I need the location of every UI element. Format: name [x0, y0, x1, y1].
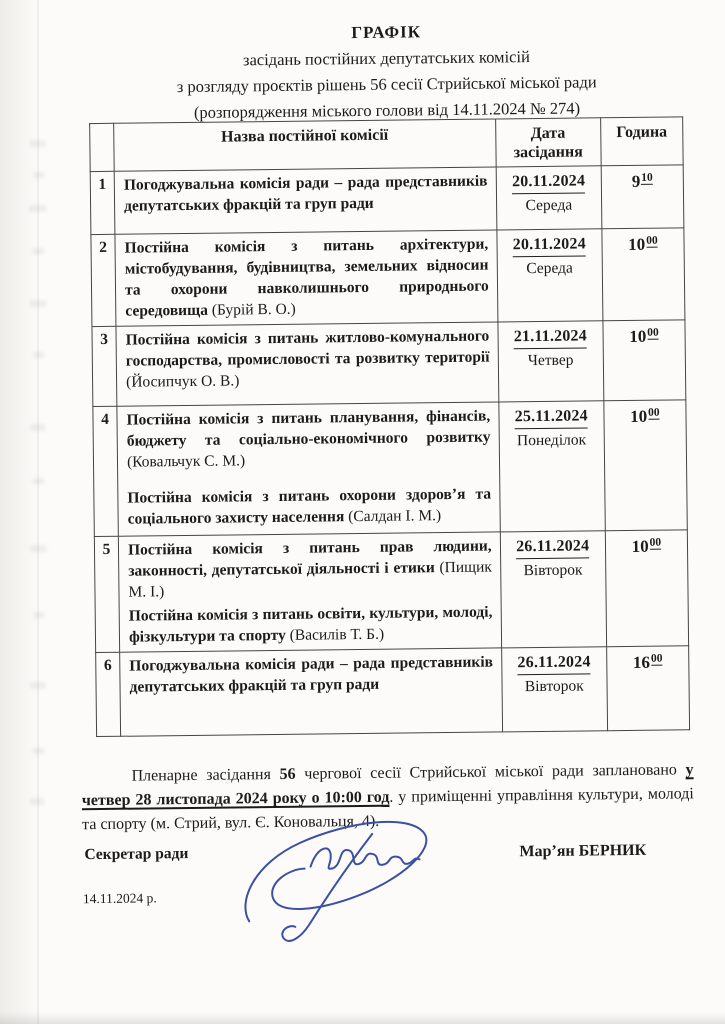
- commission-title-text: Постійна комісія з питань освіти, культури, молоді, фізкультури та спорту: [128, 603, 493, 646]
- meeting-time-cell: [602, 228, 685, 321]
- document-subtitle-2: з розгляду проєктів рішень 56 сесії Стрийської міської ради: [176, 72, 597, 97]
- meeting-time-cell: [603, 320, 686, 401]
- meeting-hour: 10: [629, 326, 647, 346]
- commission-name-cell: [116, 322, 499, 406]
- plenary-text-segment: . у приміщенні управління культури, молоді та спорту (м. Стрий, вул. Є. Коновальця, 4).: [82, 785, 694, 834]
- document-title: ГРАФІК: [351, 22, 422, 43]
- commission-title-text: Постійна комісія з питань планування, фінансів, бюджету та соціально-економічного розвитку: [126, 407, 491, 450]
- meeting-minutes: 10: [641, 171, 653, 184]
- table-row: [91, 228, 685, 327]
- meeting-day: Середа: [526, 259, 573, 278]
- meeting-date-text: 20.11.2024: [513, 234, 586, 257]
- schedule-table: [89, 116, 690, 737]
- meeting-time-cell: [605, 530, 688, 647]
- meeting-date-cell: [501, 647, 607, 732]
- header-meeting-date: Дата засідання: [495, 118, 601, 167]
- secretary-name: Мар’ян БЕРНИК: [519, 841, 647, 861]
- commission-name-cell: [114, 167, 496, 234]
- row-number-cell: 4: [93, 406, 119, 536]
- meeting-date-text: 21.11.2024: [514, 326, 587, 349]
- commission-title-text: Постійна комісія з питань житлово-комунального господарства, промисловості та розвитку території: [125, 327, 490, 370]
- row-number-cell: 3: [92, 326, 117, 406]
- meeting-day: Вівторок: [524, 677, 584, 696]
- meeting-date: [505, 406, 597, 429]
- meeting-minutes: 00: [648, 406, 660, 419]
- member-name-text: (Салдан І. М.): [348, 507, 442, 526]
- meeting-hour: 10: [631, 536, 649, 556]
- secretary-role-label: Секретар ради: [84, 845, 189, 864]
- document-subtitle-3: (розпорядження міського голови від 14.11.2024 № 274): [193, 98, 581, 122]
- meeting-time-cell: [601, 165, 684, 229]
- meeting-day: Середа: [525, 196, 573, 215]
- meeting-minutes: 00: [646, 234, 658, 247]
- meeting-date-text: 20.11.2024: [512, 171, 585, 194]
- meeting-date: [507, 536, 599, 559]
- commission-name: [129, 602, 493, 648]
- meeting-hour: 16: [632, 652, 651, 672]
- meeting-day: Понеділок: [516, 431, 587, 450]
- commission-title-text: Постійна комісія з питань охорони здоров’я та соціального захисту населення: [127, 485, 492, 528]
- row-number-cell: 2: [91, 234, 116, 326]
- header-number-cell: [90, 123, 115, 171]
- commission-name: [128, 536, 492, 603]
- table-row: [93, 400, 687, 537]
- member-name-text: (Ковальчук С. М.): [126, 452, 246, 471]
- commission-name: [129, 652, 493, 698]
- document-title-block: [90, 16, 683, 127]
- meeting-hour: 10: [630, 406, 648, 426]
- plenary-text-segment: Пленарне засідання: [131, 765, 280, 785]
- commission-name: [126, 406, 490, 473]
- row-number-cell: 5: [94, 536, 119, 652]
- commission-name-cell: [118, 532, 501, 652]
- commission-name: [126, 326, 490, 393]
- commission-title-text: Погоджувальна комісія ради – рада представників депутатських фракцій та груп ради: [123, 172, 488, 215]
- meeting-day: Вівторок: [523, 561, 583, 580]
- row-number-cell: 6: [96, 652, 121, 736]
- meeting-day: Четвер: [527, 351, 574, 370]
- member-name-text: (Бурій В. О.): [211, 300, 296, 319]
- plenary-text-segment: чергової сесії Стрийської міської ради заплановано: [295, 761, 686, 783]
- member-name-text: (Василів Т. Б.): [289, 625, 385, 644]
- meeting-hour: 10: [628, 234, 646, 254]
- meeting-time-cell: [606, 646, 689, 731]
- table-row: [92, 320, 686, 407]
- meeting-minutes: 00: [650, 652, 663, 665]
- commission-name-cell: [115, 230, 498, 326]
- meeting-date-text: 25.11.2024: [515, 406, 588, 429]
- meeting-date-cell: [500, 531, 606, 648]
- member-name-text: (Пищик М. І.): [128, 558, 492, 601]
- meeting-minutes: 00: [647, 326, 659, 339]
- plenary-text-segment: 56: [279, 765, 296, 783]
- meeting-date-text: 26.11.2024: [517, 652, 590, 675]
- plenary-text-segment: у четвер 28 листопада 2024 року о 10:00 год: [81, 761, 694, 810]
- meeting-hour: 9: [631, 171, 641, 191]
- table-row: [94, 530, 688, 653]
- signature-date: 14.11.2024 р.: [82, 890, 157, 907]
- table-row: [90, 165, 684, 235]
- schedule-table-body: [90, 165, 689, 737]
- meeting-date-text: 26.11.2024: [516, 536, 589, 559]
- meeting-date: [504, 326, 596, 349]
- meeting-date: [508, 652, 600, 675]
- commission-title-text: Погоджувальна комісія ради – рада представників депутатських фракцій та груп ради: [129, 653, 494, 696]
- commission-name: [124, 234, 489, 322]
- commission-name-cell: [120, 648, 503, 736]
- commission-name: [124, 171, 488, 217]
- meeting-date: [502, 171, 594, 194]
- meeting-date-cell: [498, 321, 604, 402]
- commission-title-text: Постійна комісія з питань архітектури, містобудування, будівництва, земельних відносин та охорони навколишнього природнього середовища: [124, 235, 489, 320]
- table-row: [96, 646, 690, 737]
- header-hour: Година: [600, 117, 683, 166]
- member-name-text: (Йосипчук О. В.): [126, 372, 240, 391]
- meeting-date-cell: [499, 401, 606, 532]
- signature-ink: [228, 803, 452, 946]
- commission-name-cell: [117, 402, 500, 536]
- meeting-time-cell: [604, 400, 688, 531]
- row-number-cell: 1: [90, 171, 115, 234]
- meeting-date-cell: [497, 229, 603, 322]
- document-subtitle-1: засідань постійних депутатських комісій: [242, 47, 530, 70]
- meeting-minutes: 00: [649, 536, 662, 549]
- table-header-row: [90, 117, 684, 172]
- header-commission-name: Назва постійної комісії: [114, 119, 496, 171]
- scanner-bottom-shading: [0, 1012, 725, 1024]
- commission-name: [127, 484, 491, 530]
- commission-title-text: Постійна комісія з питань прав людини, законності, депутатської діяльності і етики: [127, 537, 492, 580]
- meeting-date: [503, 234, 595, 257]
- meeting-date-cell: [496, 166, 602, 230]
